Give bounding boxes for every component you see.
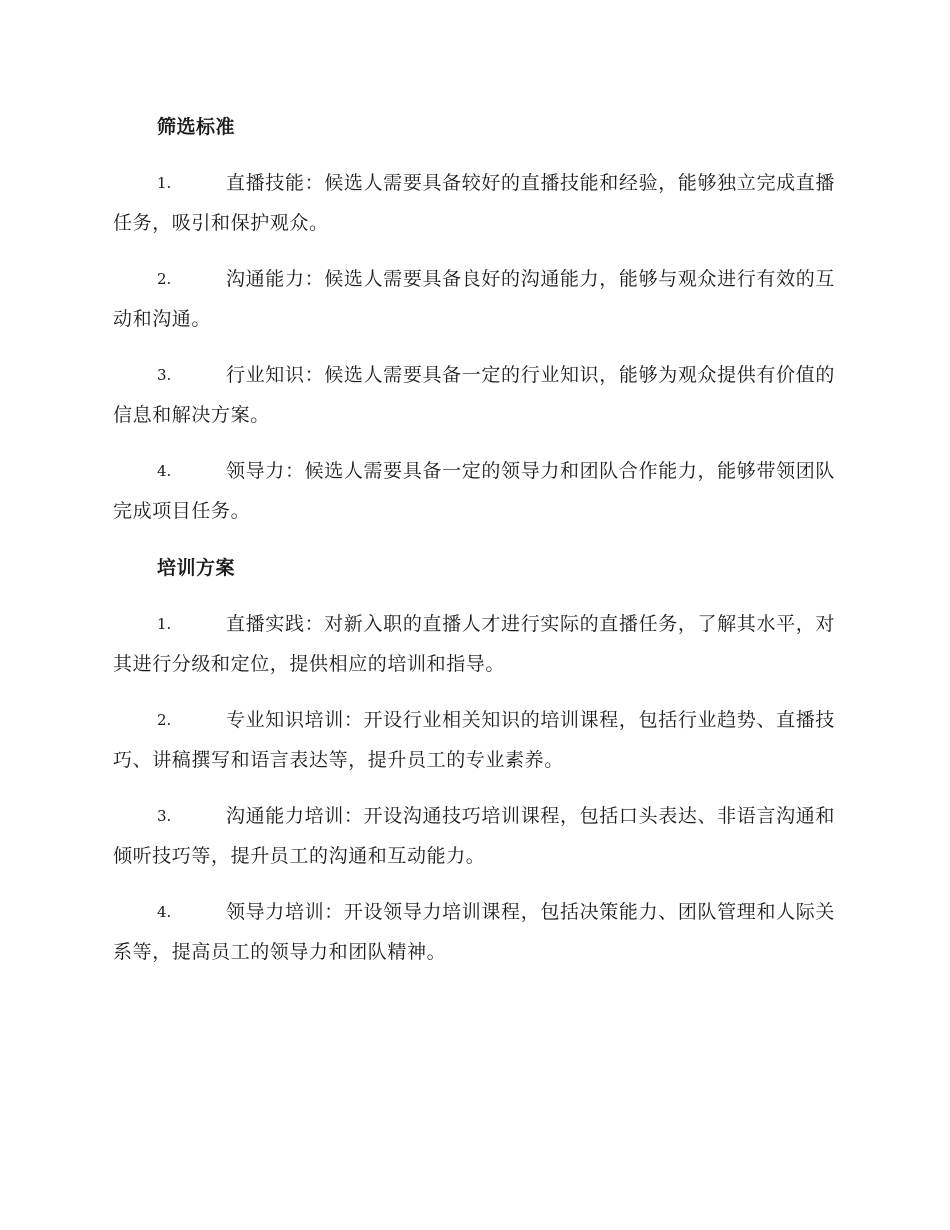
list-item-number: 4. — [157, 903, 172, 921]
document-content — [113, 108, 835, 988]
list-item-text: 沟通能力：候选人需要具备良好的沟通能力，能够与观众进行有效的互动和沟通。 — [113, 268, 835, 330]
section-training-plan — [113, 549, 835, 972]
list-item-text: 领导力：候选人需要具备一定的领导力和团队合作能力，能够带领团队完成项目任务。 — [113, 460, 835, 522]
list-item — [113, 355, 835, 435]
section-screening-criteria — [113, 108, 835, 531]
list-item — [113, 451, 835, 531]
list-item-number: 4. — [157, 462, 172, 480]
section-heading: 筛选标准 — [157, 116, 236, 138]
list-item — [113, 259, 835, 339]
list-item — [113, 604, 835, 684]
list-item — [113, 892, 835, 972]
list-item-number: 3. — [157, 807, 172, 825]
list-item-text: 领导力培训：开设领导力培训课程，包括决策能力、团队管理和人际关系等，提高员工的领导力和团队精神。 — [113, 901, 835, 963]
list-item-number: 2. — [157, 270, 172, 288]
list-item-text: 沟通能力培训：开设沟通技巧培训课程，包括口头表达、非语言沟通和倾听技巧等，提升员工的沟通和互动能力。 — [113, 805, 835, 867]
list-item-text: 行业知识：候选人需要具备一定的行业知识，能够为观众提供有价值的信息和解决方案。 — [113, 364, 835, 426]
list-item-number: 2. — [157, 711, 172, 729]
list-item-text: 直播实践：对新入职的直播人才进行实际的直播任务，了解其水平，对其进行分级和定位，提供相应的培训和指导。 — [113, 613, 835, 675]
list-item-text: 专业知识培训：开设行业相关知识的培训课程，包括行业趋势、直播技巧、讲稿撰写和语言表达等，提升员工的专业素养。 — [113, 709, 835, 771]
list-item — [113, 796, 835, 876]
list-item — [113, 700, 835, 780]
list-item-number: 1. — [157, 615, 172, 633]
list-item — [113, 163, 835, 243]
list-item-number: 1. — [157, 174, 172, 192]
section-heading: 培训方案 — [157, 557, 236, 579]
list-item-number: 3. — [157, 366, 172, 384]
list-item-text: 直播技能：候选人需要具备较好的直播技能和经验，能够独立完成直播任务，吸引和保护观众。 — [113, 172, 835, 234]
